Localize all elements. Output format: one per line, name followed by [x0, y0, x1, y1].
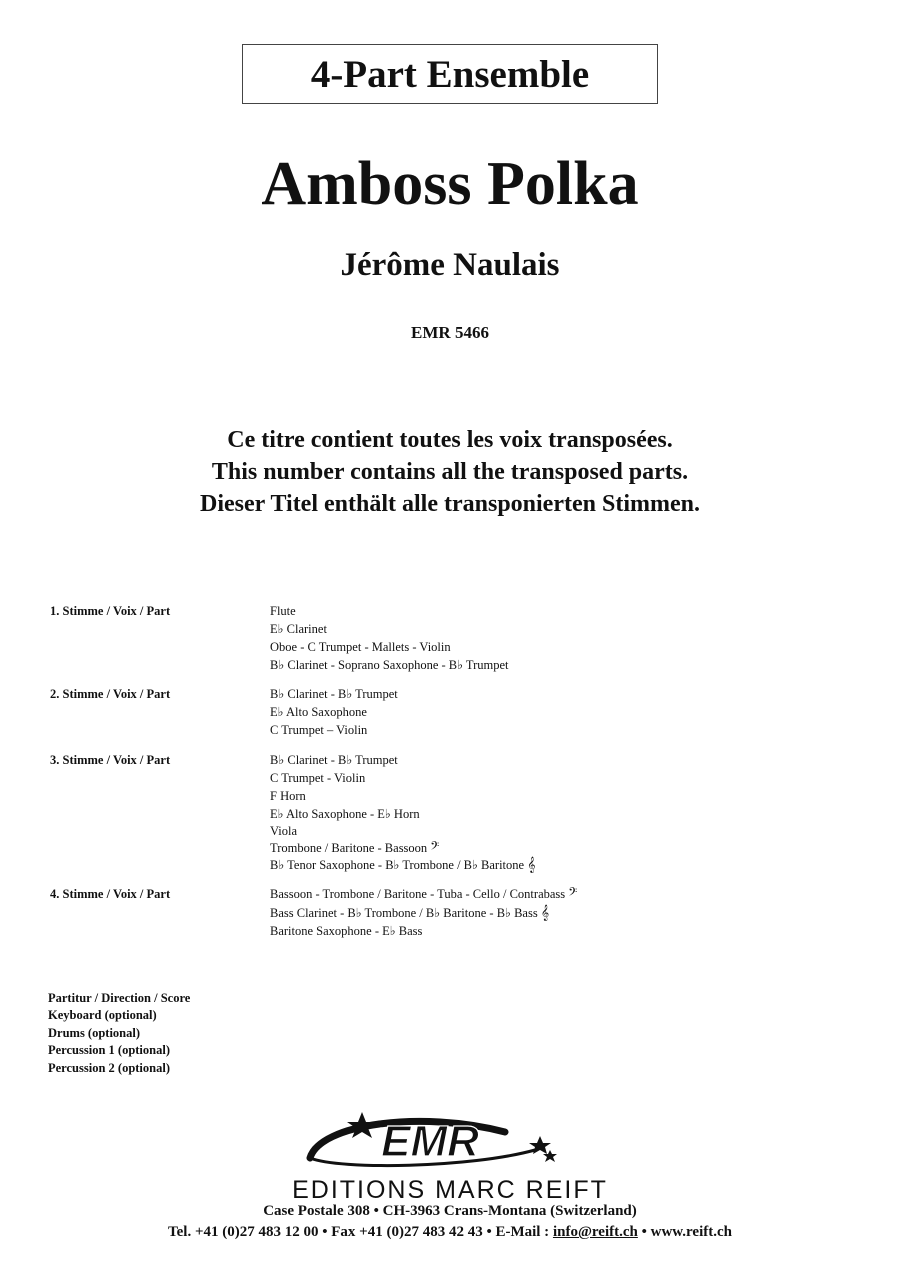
bass-clef-icon: 𝄢: [430, 841, 440, 856]
part-4-instrument: Baritone Saxophone - E♭ Bass: [270, 924, 423, 938]
part-1-instrument: Flute: [270, 604, 296, 618]
bass-clef-icon: 𝄢: [568, 887, 578, 902]
part-2-instrument: E♭ Alto Saxophone: [270, 705, 367, 719]
extra-part: Keyboard (optional): [48, 1008, 157, 1022]
catalog-number: EMR 5466: [411, 323, 489, 342]
part-1-instrument: E♭ Clarinet: [270, 622, 327, 636]
composer-name: Jérôme Naulais: [340, 247, 560, 283]
logo-text: EMR: [381, 1117, 479, 1166]
part-4-instrument: Bassoon - Trombone / Baritone - Tuba - Cello / Contrabass: [270, 887, 566, 901]
note-german: Dieser Titel enthält alle transponierten Stimmen.: [200, 491, 700, 517]
website: • www.reift.ch: [637, 1224, 732, 1240]
ensemble-banner: [242, 44, 658, 104]
part-2-instrument: C Trumpet – Violin: [270, 723, 368, 737]
emr-logo: [300, 1106, 570, 1176]
ensemble-banner-text: 4-Part Ensemble: [310, 52, 590, 96]
note-english: This number contains all the transposed parts.: [211, 459, 689, 485]
contact-phone-fax: Tel. +41 (0)27 483 12 00 • Fax +41 (0)27 483 42 43 • E-Mail :: [168, 1224, 553, 1240]
note-french: Ce titre contient toutes les voix transposées.: [227, 427, 673, 453]
part-1-instrument: B♭ Clarinet - Soprano Saxophone - B♭ Trumpet: [270, 658, 509, 672]
part-2-label: 2. Stimme / Voix / Part: [50, 687, 171, 701]
part-2-instrument: B♭ Clarinet - B♭ Trumpet: [270, 687, 398, 701]
extra-part: Percussion 1 (optional): [48, 1043, 170, 1057]
email-link[interactable]: info@reift.ch: [552, 1224, 638, 1240]
part-1-label: 1. Stimme / Voix / Part: [50, 604, 171, 618]
part-4-instrument-row: [270, 885, 577, 904]
part-3-instrument: E♭ Alto Saxophone - E♭ Horn: [270, 807, 420, 821]
piece-title: Amboss Polka: [261, 150, 639, 218]
publisher-contact: [0, 1222, 900, 1242]
part-3-instrument: Viola: [270, 824, 298, 838]
publisher-address: Case Postale 308 • CH-3963 Crans-Montana (Switzerland): [263, 1203, 637, 1219]
treble-clef-icon: 𝄞: [540, 906, 550, 921]
part-3-instrument: Trombone / Baritone - Bassoon: [270, 841, 428, 855]
extra-part: Drums (optional): [48, 1026, 141, 1040]
part-3-instrument-row: [270, 856, 535, 875]
part-3-instrument: C Trumpet - Violin: [270, 771, 366, 785]
part-1-instrument: Oboe - C Trumpet - Mallets - Violin: [270, 640, 451, 654]
part-4-instrument-row: [270, 904, 549, 923]
part-4-instrument: Bass Clarinet - B♭ Trombone / B♭ Baritone - B♭ Bass: [270, 906, 538, 920]
part-3-instrument: F Horn: [270, 789, 306, 803]
extra-part: Partitur / Direction / Score: [48, 991, 191, 1005]
part-3-label: 3. Stimme / Voix / Part: [50, 753, 171, 767]
part-3-instrument: B♭ Clarinet - B♭ Trumpet: [270, 753, 398, 767]
publisher-name: EDITIONS MARC REIFT: [292, 1176, 608, 1204]
part-3-instrument: B♭ Tenor Saxophone - B♭ Trombone / B♭ Baritone: [270, 858, 525, 872]
treble-clef-icon: 𝄞: [527, 858, 536, 873]
extra-part: Percussion 2 (optional): [48, 1061, 170, 1075]
part-4-label: 4. Stimme / Voix / Part: [50, 887, 171, 901]
